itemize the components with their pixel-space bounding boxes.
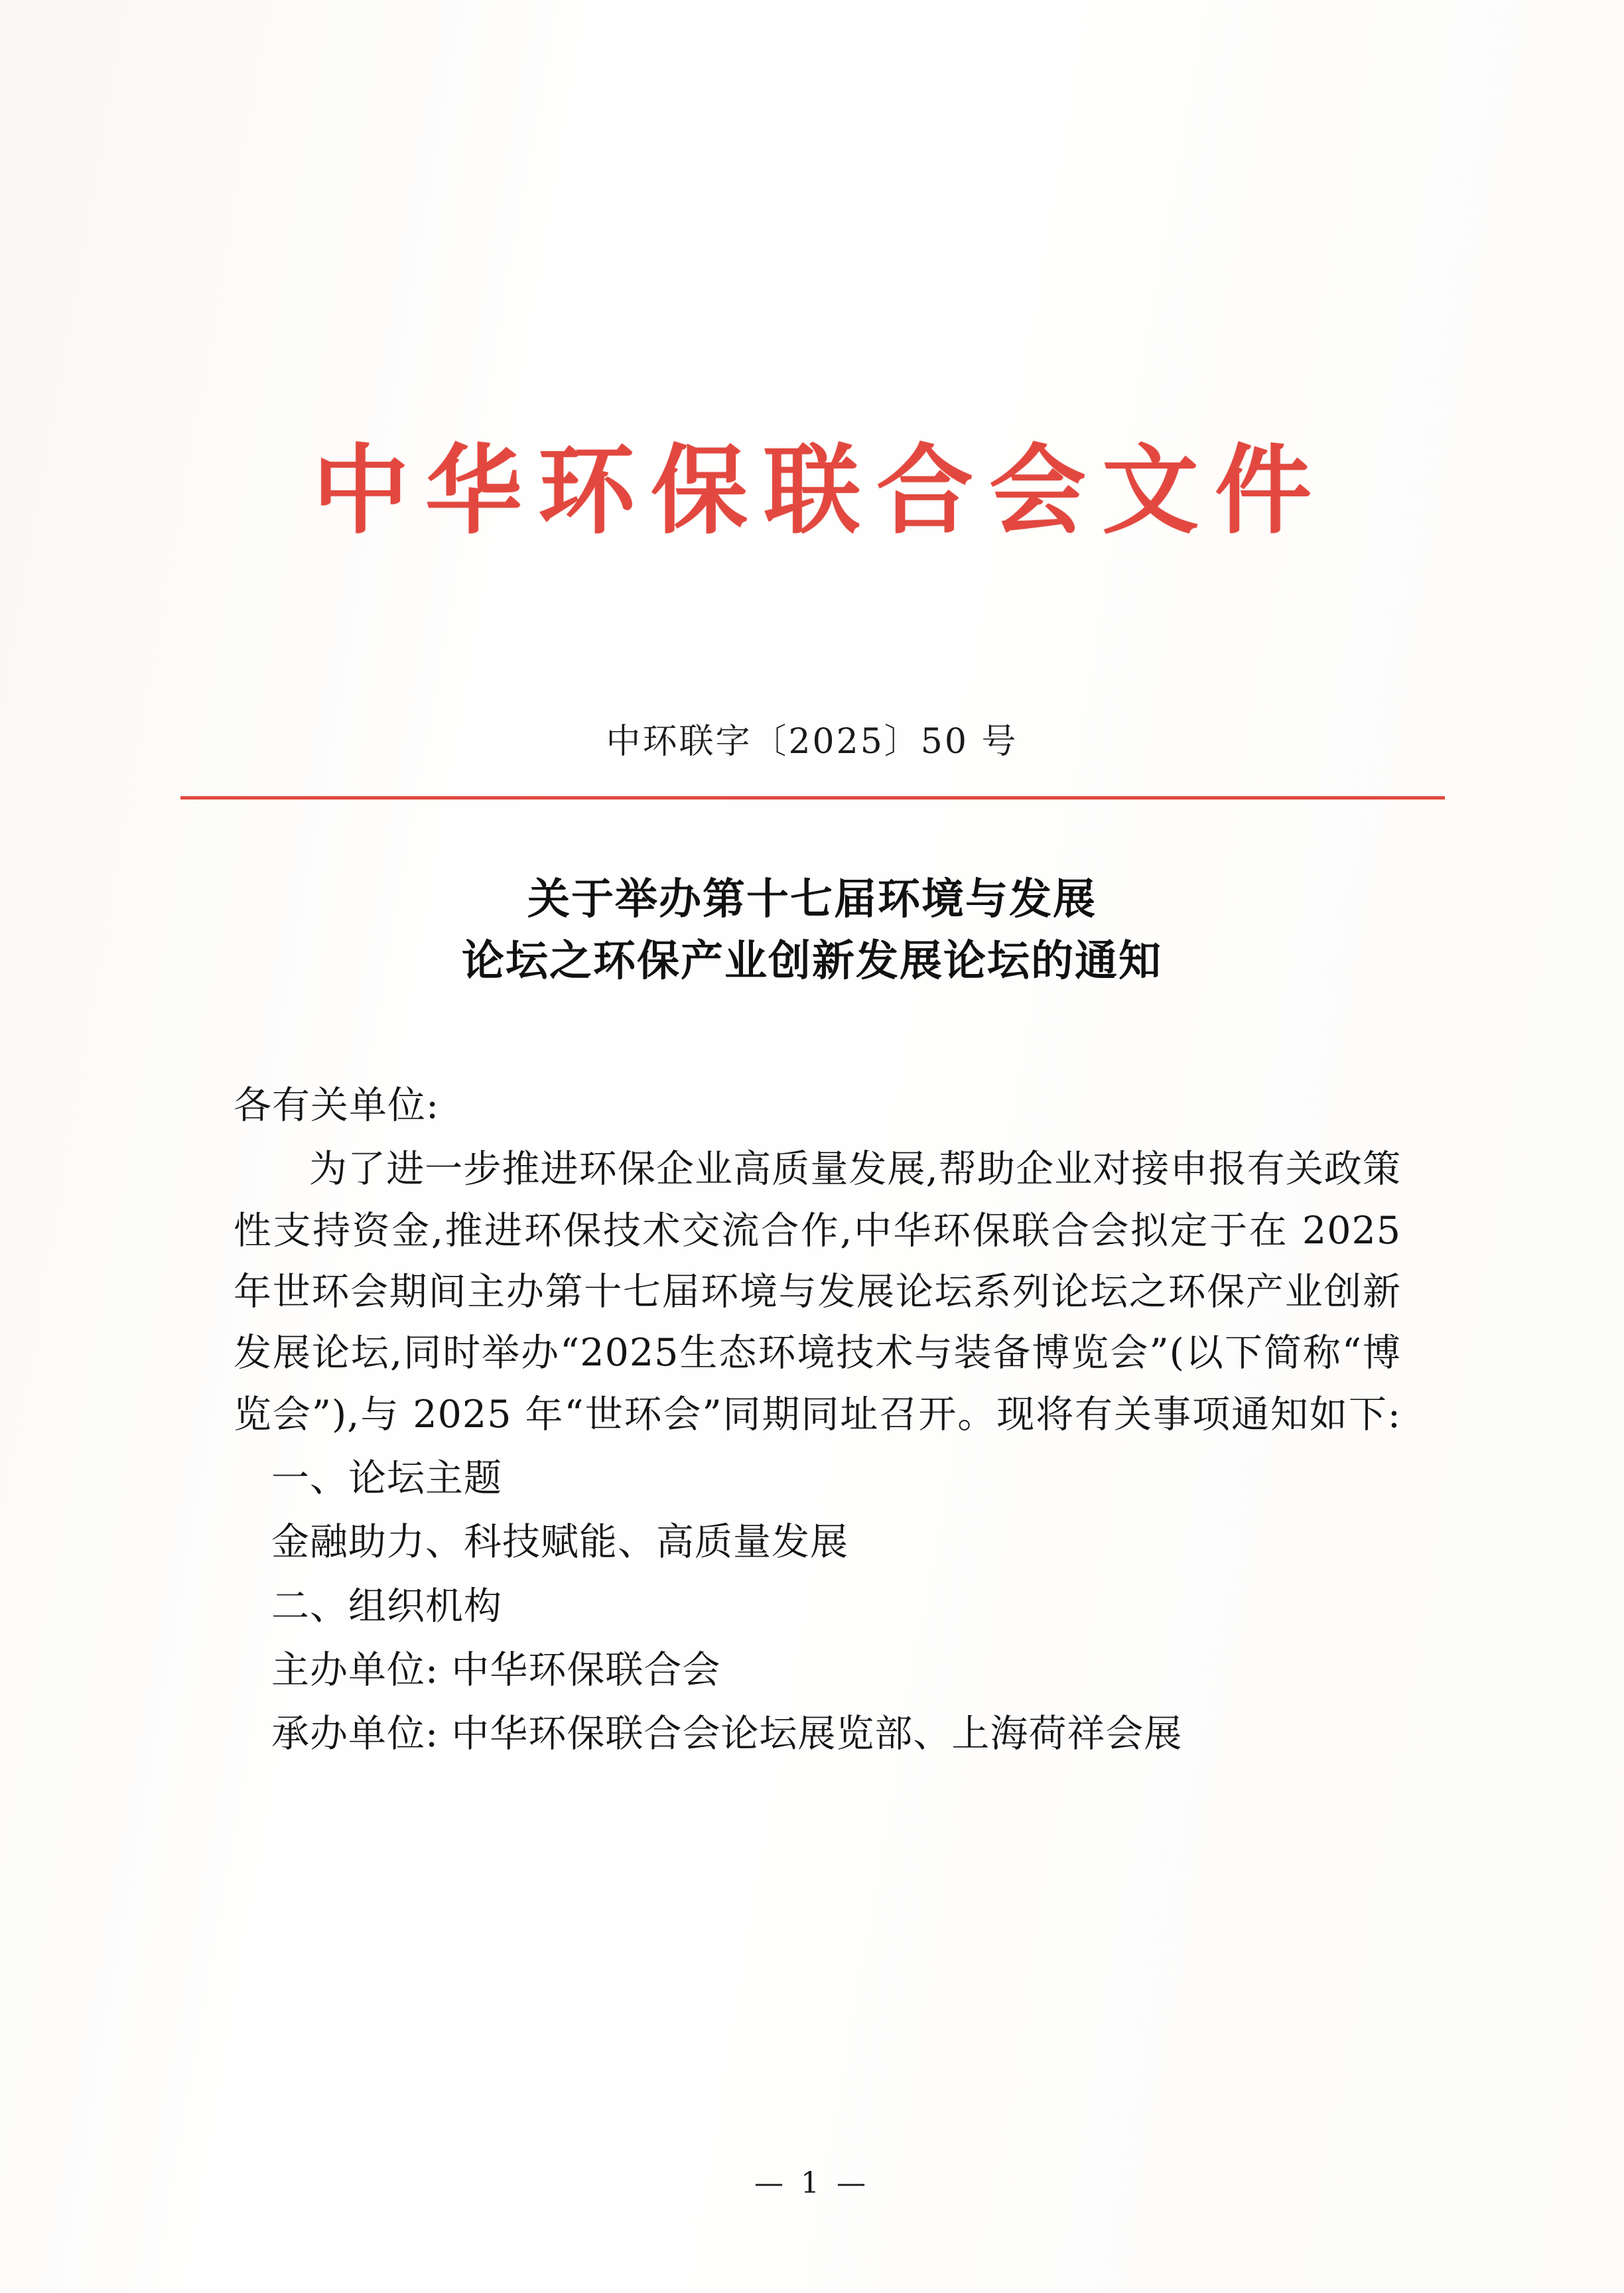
- page-title-line-2: 论坛之环保产业创新发展论坛的通知: [462, 936, 1162, 986]
- document-number: 中环联字〔2025〕50 号: [606, 722, 1018, 762]
- salutation: 各有关单位:: [234, 1083, 440, 1127]
- section-heading-1: 一、论坛主题: [271, 1456, 502, 1500]
- red-divider-rule: [180, 796, 1445, 799]
- page-number-footer: — 1 —: [754, 2166, 870, 2200]
- page-title-line-1: 关于举办第十七届环境与发展: [527, 874, 1097, 924]
- organizer-organization: 承办单位: 中华环保联合会论坛展览部、上海荷祥会展: [271, 1712, 1183, 1756]
- document-body: [234, 1075, 1401, 1768]
- page-title: [0, 869, 1624, 993]
- body-paragraph-1: 为了进一步推进环保企业高质量发展,帮助企业对接申报有关政策性支持资金,推进环保技术交流合作,中华环保联合会拟定于在 2025 年世环会期间主办第十七届环境与发展论坛系列论坛之环保产业创新发展论坛,同时举办“2025生态环境技术与装备博览会”(以下简称“博览会”),与 2025 年“世环会”同期同址召开。现将有关事项通知如下:: [234, 1147, 1401, 1436]
- section-heading-2: 二、组织机构: [271, 1584, 502, 1628]
- host-organization: 主办单位: 中华环保联合会: [271, 1647, 721, 1692]
- document-masthead: 中华环保联合会文件: [312, 434, 1327, 547]
- forum-theme: 金融助力、科技赋能、高质量发展: [271, 1520, 848, 1564]
